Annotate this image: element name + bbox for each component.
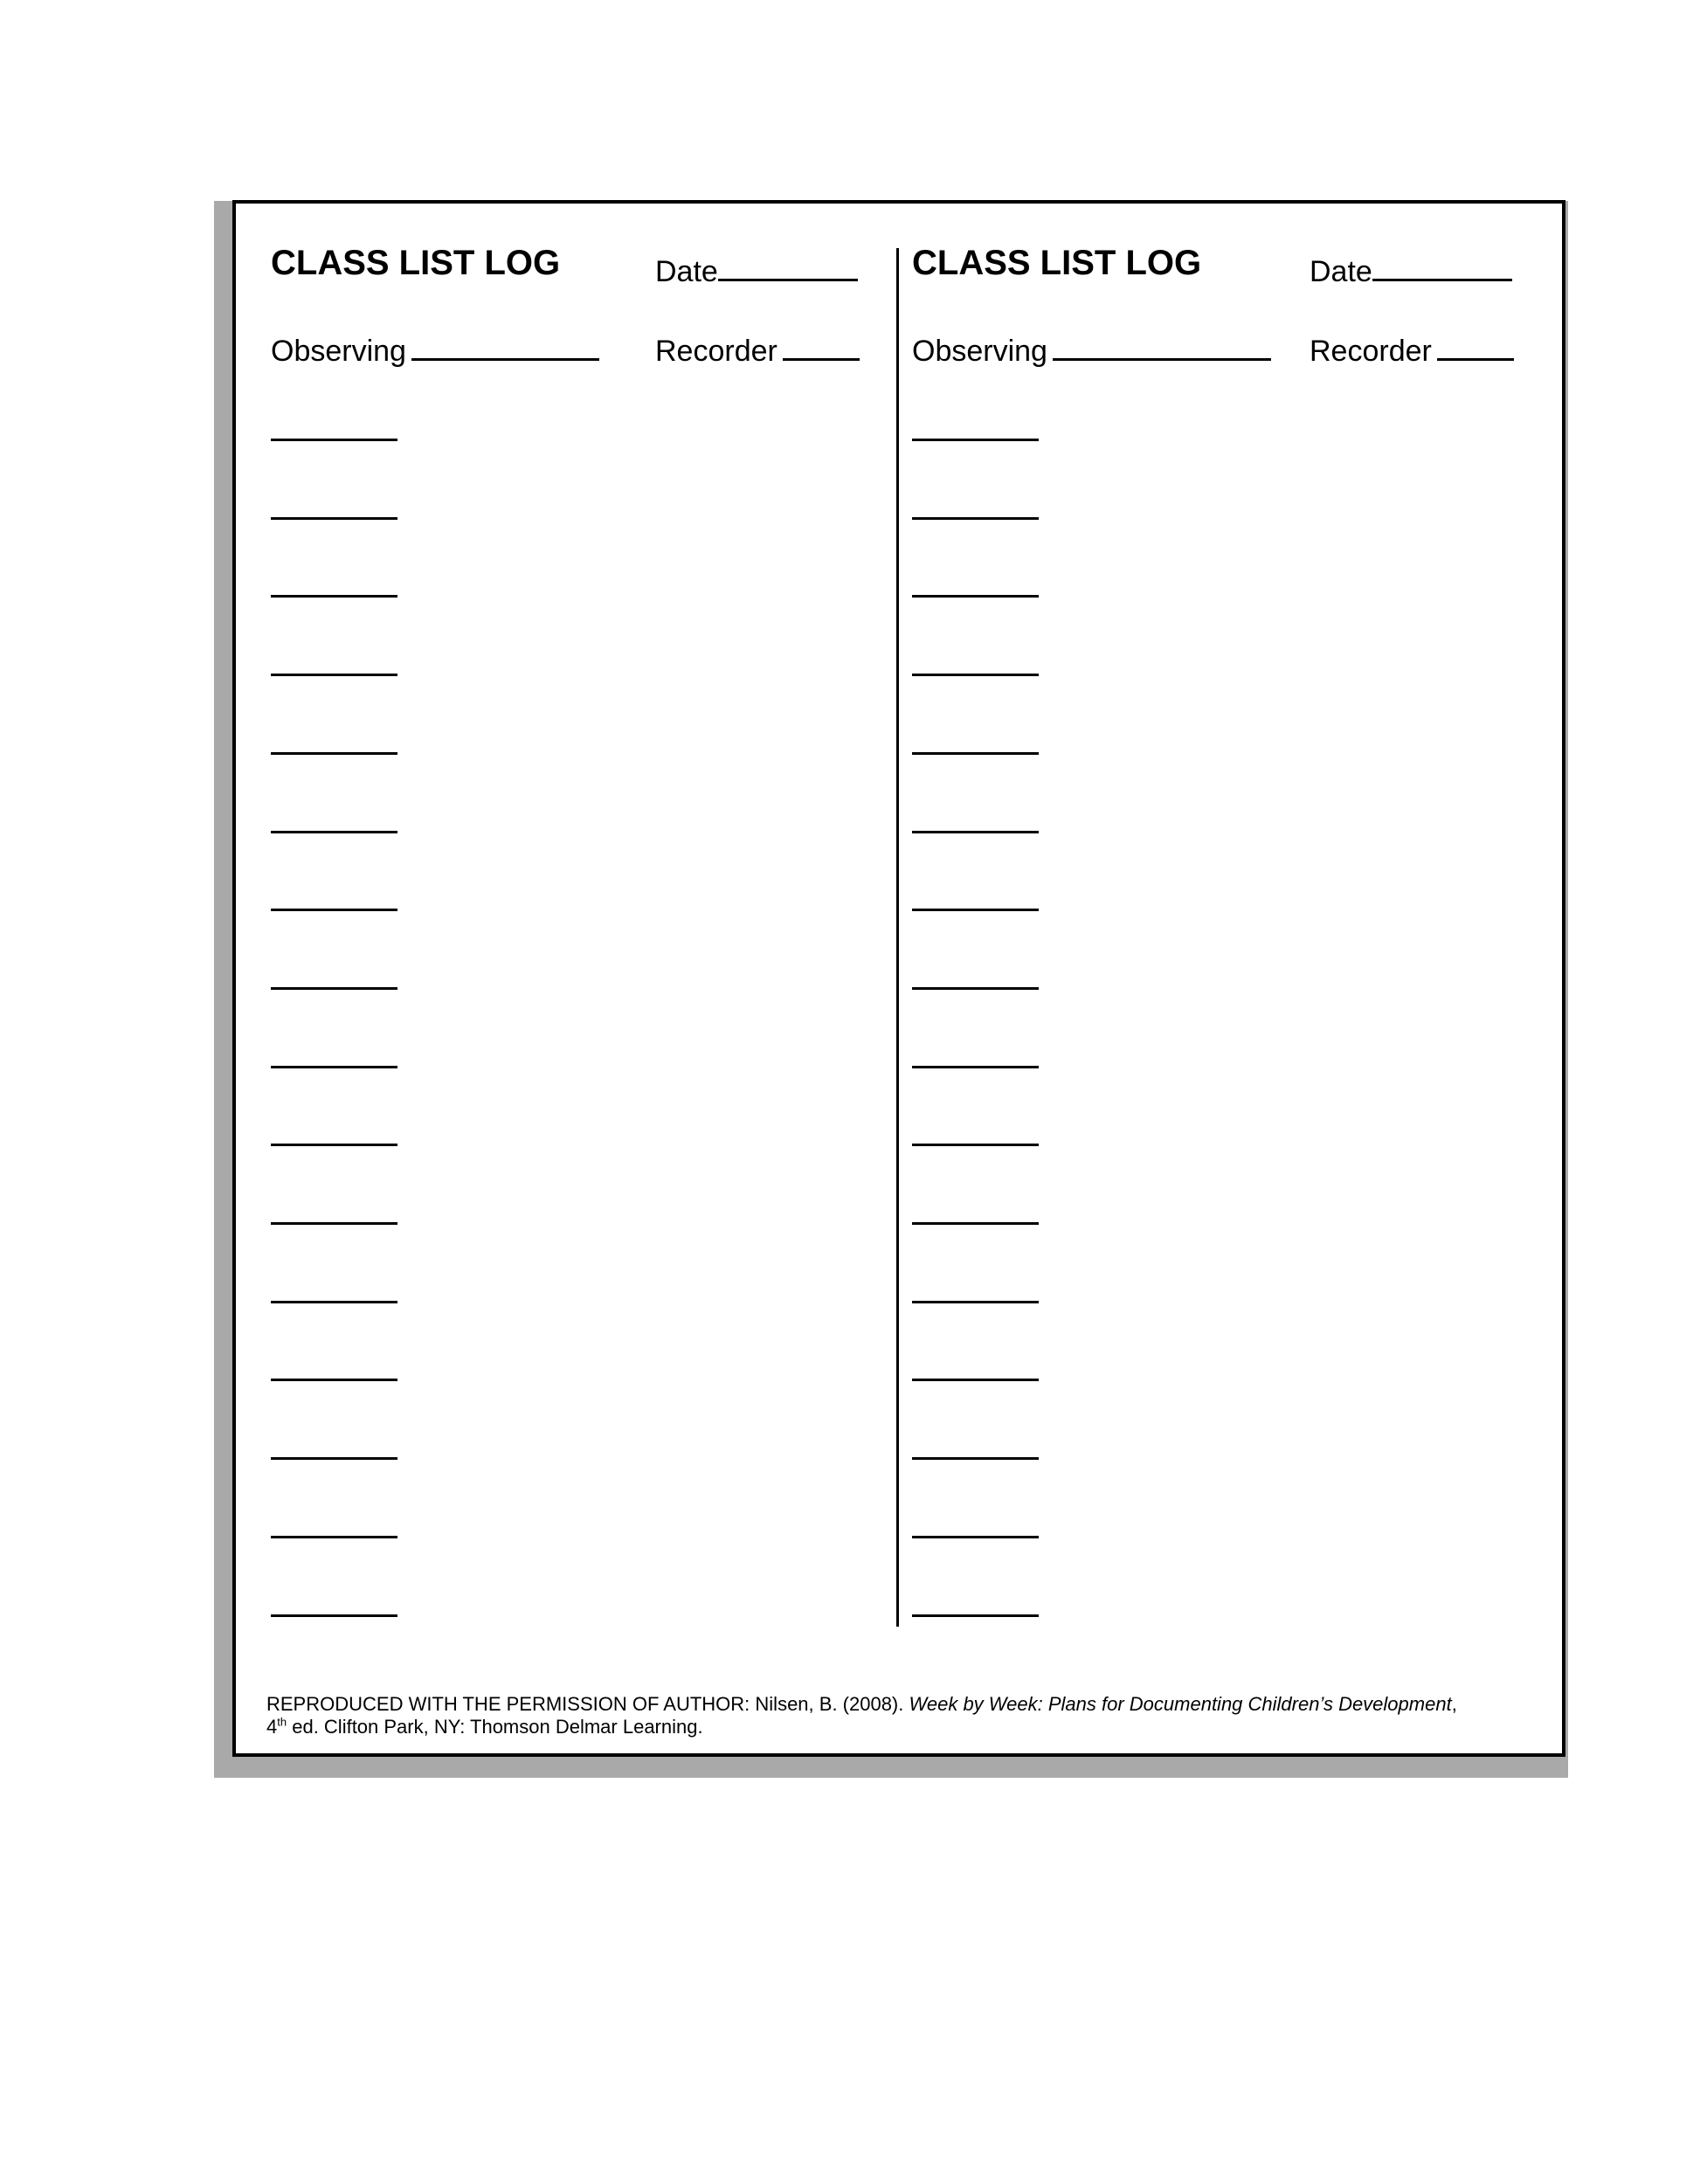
recorder-blank[interactable] <box>783 332 860 361</box>
name-line[interactable] <box>271 987 397 990</box>
name-line[interactable] <box>912 517 1039 520</box>
class-list-log-right <box>912 0 1524 2184</box>
name-line[interactable] <box>912 909 1039 911</box>
date-field <box>655 252 858 287</box>
name-line[interactable] <box>912 1457 1039 1460</box>
date-label: Date <box>655 255 718 288</box>
name-line[interactable] <box>912 831 1039 833</box>
name-line[interactable] <box>271 1457 397 1460</box>
form-title: CLASS LIST LOG <box>271 244 561 282</box>
name-line[interactable] <box>271 831 397 833</box>
observing-blank[interactable] <box>1053 332 1271 361</box>
name-line[interactable] <box>912 1614 1039 1617</box>
name-line[interactable] <box>271 674 397 676</box>
name-line[interactable] <box>271 517 397 520</box>
edition-suffix: th <box>277 1715 287 1729</box>
column-divider <box>896 248 899 1627</box>
date-label: Date <box>1310 255 1372 288</box>
name-line[interactable] <box>912 1222 1039 1225</box>
name-line[interactable] <box>271 752 397 755</box>
date-blank[interactable] <box>718 252 858 281</box>
name-line[interactable] <box>912 1536 1039 1538</box>
name-line[interactable] <box>912 1066 1039 1068</box>
name-line[interactable] <box>271 439 397 441</box>
name-line[interactable] <box>912 987 1039 990</box>
name-line[interactable] <box>271 1536 397 1538</box>
date-field <box>1310 252 1512 287</box>
date-blank[interactable] <box>1372 252 1512 281</box>
edition-number: 4 <box>266 1716 278 1738</box>
observing-field <box>912 332 1271 366</box>
name-line[interactable] <box>912 674 1039 676</box>
name-line[interactable] <box>271 1614 397 1617</box>
recorder-field <box>1310 332 1514 366</box>
recorder-label: Recorder <box>655 335 777 368</box>
name-line[interactable] <box>912 439 1039 441</box>
permission-text: REPRODUCED WITH THE PERMISSION OF AUTHOR: Nilsen, B. (2008). <box>266 1693 904 1715</box>
name-line[interactable] <box>912 595 1039 598</box>
name-line[interactable] <box>271 1222 397 1225</box>
name-line[interactable] <box>912 1301 1039 1303</box>
name-line[interactable] <box>912 1144 1039 1146</box>
name-line[interactable] <box>912 752 1039 755</box>
footer-comma: , <box>1451 1693 1457 1715</box>
observing-label: Observing <box>912 335 1047 368</box>
name-line[interactable] <box>271 1379 397 1381</box>
name-line[interactable] <box>271 1301 397 1303</box>
name-line[interactable] <box>271 595 397 598</box>
recorder-blank[interactable] <box>1437 332 1514 361</box>
observing-label: Observing <box>271 335 406 368</box>
recorder-label: Recorder <box>1310 335 1432 368</box>
permission-footer <box>266 1693 1524 1738</box>
name-line[interactable] <box>912 1379 1039 1381</box>
form-title: CLASS LIST LOG <box>912 244 1202 282</box>
book-title: Week by Week: Plans for Documenting Children’s Development <box>909 1693 1452 1715</box>
observing-field <box>271 332 599 366</box>
recorder-field <box>655 332 860 366</box>
name-line[interactable] <box>271 1144 397 1146</box>
observing-blank[interactable] <box>411 332 599 361</box>
name-line[interactable] <box>271 1066 397 1068</box>
name-line[interactable] <box>271 909 397 911</box>
class-list-log-left <box>271 0 882 2184</box>
publisher-text: ed. Clifton Park, NY: Thomson Delmar Learning. <box>292 1716 703 1738</box>
